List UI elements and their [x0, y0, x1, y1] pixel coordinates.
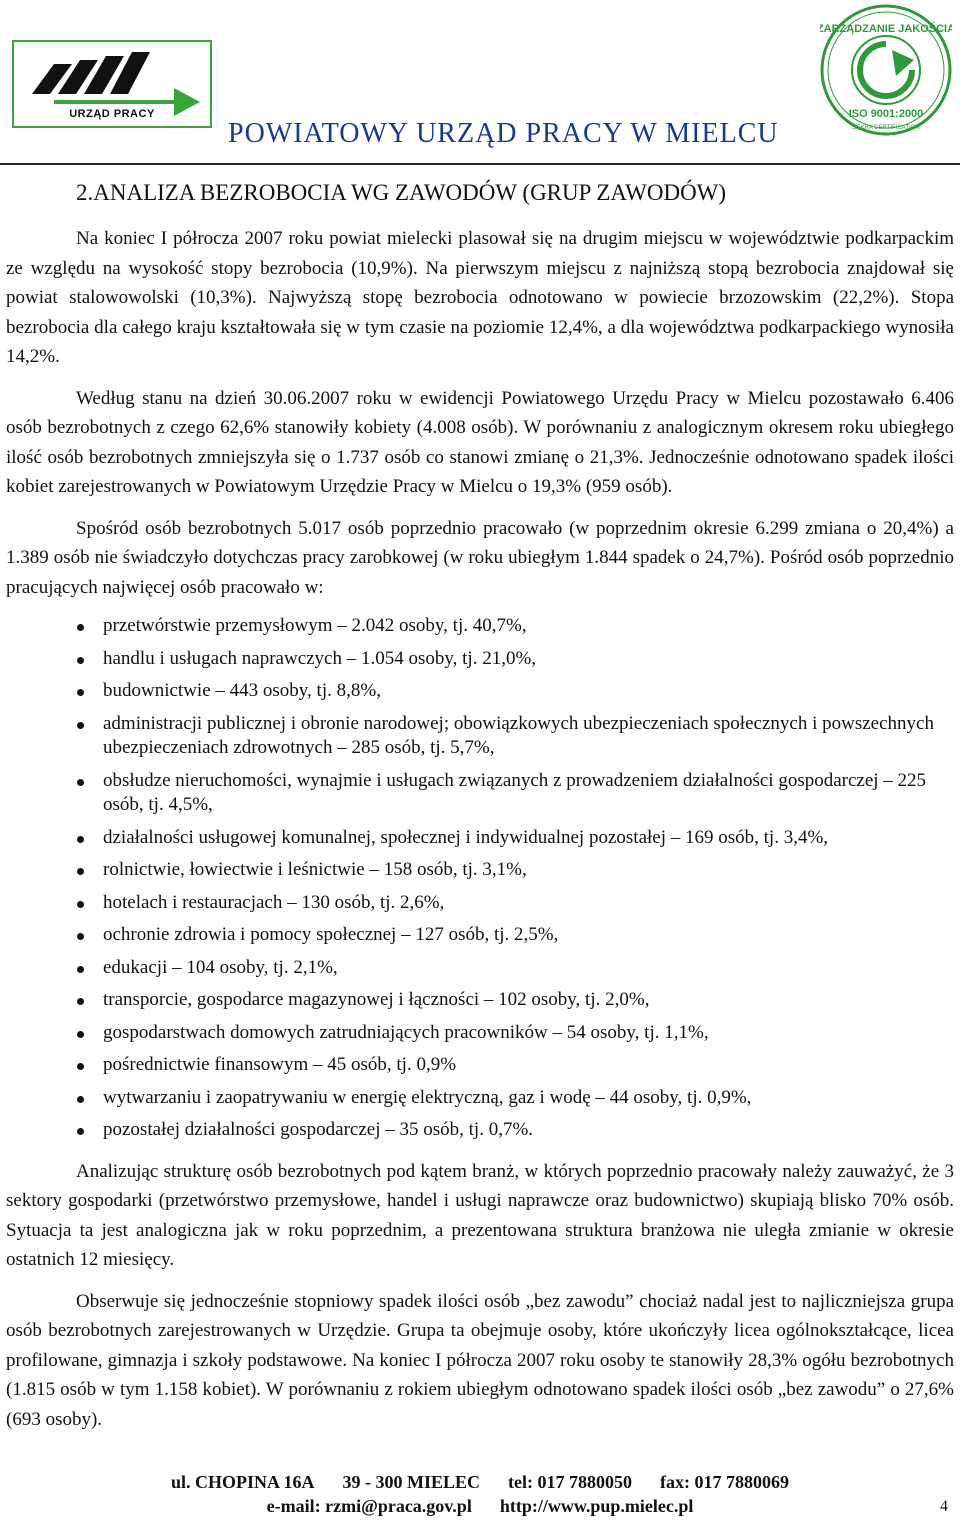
seal-text-top: ZARZĄDZANIE JAKOŚCIĄ	[820, 23, 952, 35]
bullet-icon	[77, 689, 84, 696]
list-item	[6, 712, 954, 761]
bullet-icon	[77, 1128, 84, 1135]
page-number: 4	[940, 1498, 948, 1515]
header-divider	[0, 163, 960, 165]
list-item-text: hotelach i restauracjach – 130 osób, tj. 2,6%,	[103, 891, 445, 913]
bullet-icon	[77, 1031, 84, 1038]
sector-list	[6, 614, 954, 1143]
list-item-text: wytwarzaniu i zaopatrywaniu w energię elektryczną, gaz i wodę – 44 osoby, tj. 0,9%,	[103, 1086, 752, 1108]
paragraph: Spośród osób bezrobotnych 5.017 osób poprzednio pracowało (w poprzednim okresie 6.299 zmiana o 20,4%) a 1.389 osób nie świadczyło dotychczas pracy zarobkowej (w roku ubiegłym 1.844 spadek o 24,7%). Pośród osób poprzednio pracujących najwięcej osób pracowało w:	[6, 517, 954, 598]
footer-city: 39 - 300 MIELEC	[342, 1472, 481, 1492]
paragraph: Analizując strukturę osób bezrobotnych pod kątem branż, w których poprzednio pracowały należy zauważyć, że 3 sektory gospodarki (przetwórstwo przemysłowe, handel i usługi naprawcze oraz budownictwo) skupiają blisko 70% osób. Sytuacja ta jest analogiczna jak w roku poprzednim, a prezentowana struktura branżowa nie uległa zmianie w okresie ostatnich 12 miesięcy.	[6, 1160, 954, 1270]
bullet-icon	[77, 1063, 84, 1070]
list-item	[6, 826, 954, 851]
footer-line-1	[0, 1470, 960, 1494]
seal-text-footer: DEKRA CERTIFICATION	[852, 125, 920, 131]
list-item	[6, 769, 954, 818]
bullet-icon	[77, 966, 84, 973]
bullet-icon	[77, 836, 84, 843]
organization-title: POWIATOWY URZĄD PRACY W MIELCU	[228, 118, 779, 149]
bullet-icon	[77, 998, 84, 1005]
list-item	[6, 1053, 954, 1078]
list-item-text: edukacji – 104 osoby, tj. 2,1%,	[103, 956, 338, 978]
footer-address: ul. CHOPINA 16A	[170, 1472, 315, 1492]
list-item	[6, 647, 954, 672]
footer	[0, 1470, 960, 1518]
list-item-text: administracji publicznej i obronie narodowej; obowiązkowych ubezpieczeniach społecznych i powszechnych ubezpieczeniach zdrowotnych – 285 osób, tj. 5,7%,	[103, 712, 934, 758]
list-item	[6, 858, 954, 883]
list-item-text: budownictwie – 443 osoby, tj. 8,8%,	[103, 680, 381, 701]
list-item	[6, 1021, 954, 1046]
footer-phone: tel: 017 7880050	[508, 1472, 633, 1492]
list-item	[6, 891, 954, 916]
list-item	[6, 1086, 954, 1111]
list-item-text: gospodarstwach domowych zatrudniających pracowników – 54 osoby, tj. 1,1%,	[103, 1021, 709, 1043]
list-item	[6, 956, 954, 981]
list-item-text: działalności usługowej komunalnej, społecznej i indywidualnej pozostałej – 169 osób, tj. 3,4%,	[103, 826, 829, 848]
bullet-icon	[77, 779, 84, 786]
list-item	[6, 679, 954, 704]
paragraph: Według stanu na dzień 30.06.2007 roku w ewidencji Powiatowego Urzędu Pracy w Mielcu pozostawało 6.406 osób bezrobotnych z czego 62,6% stanowiły kobiety (4.008 osób). W porównaniu z analogicznym okresem roku ubiegłego ilość osób bezrobotnych zmniejszyła się o 1.737 osób co stanowi zmianę o 21,3%. Jednocześnie odnotowano spadek ilości kobiet zarejestrowanych w Powiatowym Urzędzie Pracy w Mielcu o 19,3% (959 osób).	[6, 387, 954, 497]
logo-text: URZĄD PRACY	[69, 108, 155, 120]
bullet-icon	[77, 868, 84, 875]
paragraph: Obserwuje się jednocześnie stopniowy spadek ilości osób „bez zawodu” chociaż nadal jest to najliczniejsza grupa osób bezrobotnych zarejestrowanych w Urzędzie. Grupa ta obejmuje osoby, które ukończyły licea ogólnokształcące, licea profilowane, gimnazja i szkoły podstawowe. Na koniec I półrocza 2007 roku osoby te stanowiły 28,3% ogółu bezrobotnych (1.815 osób w tym 1.158 kobiet). W porównaniu z rokiem ubiegłym odnotowano spadek ilości osób „bez zawodu” o 27,6% (693 osoby).	[6, 1290, 954, 1430]
footer-line-2	[0, 1494, 960, 1518]
list-item-text: obsłudze nieruchomości, wynajmie i usługach związanych z prowadzeniem działalności gospodarczej – 225 osób, tj. 4,5%,	[103, 769, 927, 815]
section-title: 2.ANALIZA BEZROBOCIA WG ZAWODÓW (GRUP ZAWODÓW)	[76, 180, 727, 205]
document-body	[6, 224, 954, 1446]
footer-website-link[interactable]: http://www.pup.mielec.pl	[499, 1496, 694, 1516]
list-item-text: transporcie, gospodarce magazynowej i łączności – 102 osoby, tj. 2,0%,	[103, 989, 650, 1010]
list-item	[6, 1118, 954, 1143]
logo	[12, 40, 212, 128]
list-item-text: przetwórstwie przemysłowym – 2.042 osoby, tj. 40,7%,	[103, 615, 527, 636]
list-item	[6, 923, 954, 948]
certificate-seal-icon	[820, 4, 952, 136]
bullet-icon	[77, 933, 84, 940]
seal-text-bottom: ISO 9001:2000	[848, 108, 924, 120]
list-item-text: ochronie zdrowia i pomocy społecznej – 127 osób, tj. 2,5%,	[103, 924, 559, 945]
bullet-icon	[77, 901, 84, 908]
iso-certification-seal	[820, 4, 952, 136]
list-item-text: pośrednictwie finansowym – 45 osób, tj. 0,9%	[103, 1054, 457, 1075]
bullet-icon	[77, 657, 84, 664]
footer-fax: fax: 017 7880069	[660, 1472, 790, 1492]
footer-email-link[interactable]: e-mail: rzmi@praca.gov.pl	[266, 1496, 472, 1516]
list-item-text: handlu i usługach naprawczych – 1.054 osoby, tj. 21,0%,	[103, 647, 537, 669]
list-item	[6, 614, 954, 639]
list-item-text: rolnictwie, łowiectwie i leśnictwie – 158 osób, tj. 3,1%,	[103, 859, 527, 880]
paragraph: Na koniec I półrocza 2007 roku powiat mielecki plasował się na drugim miejscu w województwie podkarpackim ze względu na wysokość stopy bezrobocia (10,9%). Na pierwszym miejscu z najniższą stopą bezrobocia znajdował się powiat stalowowolski (10,3%). Najwyższą stopę bezrobocia odnotowano w powiecie brzozowskim (22,2%). Stopa bezrobocia dla całego kraju kształtowała się w tym czasie na poziomie 12,4%, a dla województwa podkarpackiego wynosiła 14,2%.	[6, 228, 954, 367]
list-item-text: pozostałej działalności gospodarczej – 35 osób, tj. 0,7%.	[103, 1119, 534, 1140]
bullet-icon	[77, 1096, 84, 1103]
bullet-icon	[77, 722, 84, 729]
bullet-icon	[77, 624, 84, 631]
list-item	[6, 988, 954, 1013]
